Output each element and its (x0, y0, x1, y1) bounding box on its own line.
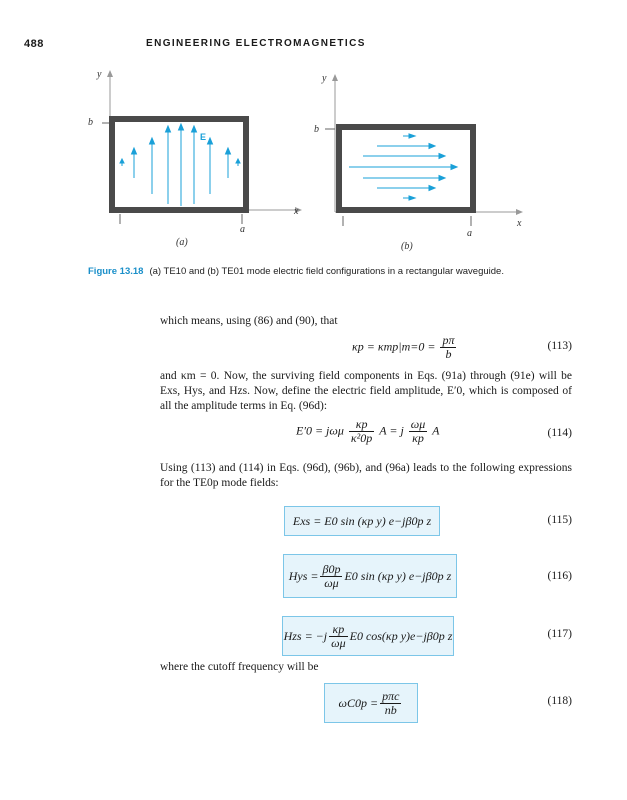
eq114-frac2-denominator: κp (412, 431, 424, 445)
eq114-lhs: E′0 = jωμ (296, 423, 344, 438)
figure-number: Figure 13.18 (88, 266, 144, 277)
equation-number-115: (115) (547, 514, 572, 526)
height-mark-a: b (88, 117, 93, 128)
equation-113 (352, 334, 458, 361)
y-axis-arrow-b (332, 74, 338, 81)
x-axis-label-b: x (517, 218, 522, 229)
equation-number-113: (113) (547, 340, 572, 352)
page-number: 488 (24, 38, 44, 50)
panel-a-label: (a) (176, 237, 188, 248)
eq117-lhs: Hzs = −j (283, 628, 328, 643)
eq116-denominator: ωμ (324, 575, 339, 590)
eq113-denominator: b (445, 347, 452, 361)
eq115-text: Exs = E0 sin (κp y) e−jβ0p z (292, 514, 432, 528)
x-axis-label-a: x (294, 206, 299, 217)
equation-114 (296, 418, 439, 445)
equation-number-117: (117) (547, 628, 572, 640)
equation-115-box (284, 506, 440, 536)
waveguide-frame-a (112, 119, 246, 210)
eq118-numerator: pπc (382, 688, 400, 703)
equation-117-box (282, 616, 454, 656)
eq118-denominator: nb (384, 702, 397, 717)
panel-b-label: (b) (401, 241, 413, 252)
eq114-middle: A = j (379, 423, 404, 438)
figure-panel-a (88, 66, 318, 256)
y-axis-label-a: y (97, 69, 102, 80)
equation-number-114: (114) (547, 427, 572, 439)
figure-caption-text: (a) TE10 and (b) TE01 mode electric field configurations in a rectangular waveguide. (149, 266, 504, 277)
x-axis-arrow-b (516, 209, 523, 215)
eq116-lhs: Hys = (288, 568, 319, 583)
y-axis-arrow-a (107, 70, 113, 77)
paragraph-4: where the cutoff frequency will be (160, 661, 319, 673)
eq114-frac1-numerator: κp (349, 418, 374, 432)
eq113-lhs: κp = κmp|m=0 = (352, 339, 436, 354)
eq116-numerator: β0p (322, 561, 341, 576)
eq114-frac1-denominator: κ²0p (350, 431, 373, 445)
field-label-e: E (200, 132, 207, 142)
figure-panel-b (313, 70, 543, 260)
eq114-frac2-numerator: ωμ (410, 417, 426, 431)
eq114-tail: A (432, 423, 440, 438)
equation-number-118: (118) (547, 695, 572, 707)
eq117-denominator: ωμ (331, 635, 346, 650)
width-mark-a: a (240, 224, 245, 235)
equation-number-116: (116) (547, 570, 572, 582)
figure-caption (88, 266, 558, 278)
eq116-rhs: E0 sin (κp y) e−jβ0p z (344, 568, 452, 583)
eq117-rhs: E0 cos(κp y)e−jβ0p z (349, 628, 453, 643)
paragraph-1: which means, using (86) and (90), that (160, 315, 338, 327)
running-title: ENGINEERING ELECTROMAGNETICS (146, 38, 366, 49)
width-mark-b: a (467, 228, 472, 239)
eq113-numerator: pπ (442, 333, 455, 347)
y-axis-label-b: y (322, 73, 327, 84)
eq117-numerator: κp (329, 623, 348, 637)
height-mark-b: b (314, 124, 319, 135)
paragraph-3: Using (113) and (114) in Eqs. (96d), (96b), and (96a) leads to the following expressions for the TE0p mode fields: (160, 462, 572, 489)
paragraph-2: and κm = 0. Now, the surviving field components in Eqs. (91a) through (91e) will be Exs, Hys, and Hzs. Now, define the electric field amplitude, E′0, which is composed of all the amplitude terms in Eq. (96d): (160, 370, 572, 412)
equation-118-box (324, 683, 418, 723)
eq118-lhs: ωC0p = (338, 695, 379, 710)
equation-116-box (283, 554, 457, 598)
